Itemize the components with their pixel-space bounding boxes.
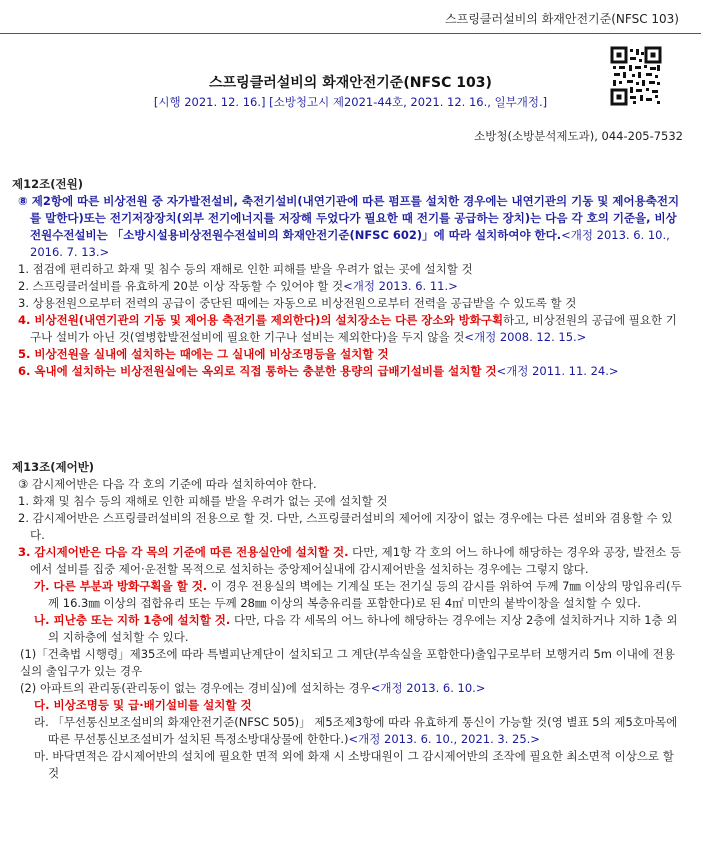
item-6-amendment: <개정 2011. 11. 24.> (496, 364, 619, 378)
subitem-ra-text: 라. 「무선통신보조설비의 화재안전기준(NFSC 505)」 제5조제3항에 따라 유효하게 통신이 가능할 것(영 별표 5의 제5호마목에 따른 무선통신보조설비가 설치된 특정소방대상물에 한한다.) (34, 715, 678, 746)
article-12-paragraph-8 (12, 193, 683, 261)
item-4-text: 하고, 비상전원의 공급에 필요한 기구나 설비가 아닌 것(열병합발전설비에 필요한 기구나 설비는 제외한다)을 두지 않을 것 (30, 313, 677, 344)
article-13 (12, 459, 683, 782)
subitem-ga-text: 이 경우 전용실의 벽에는 기계실 또는 전기실 등의 감시를 위하여 두께 7㎜ 이상의 망입유리(두께 16.3㎜ 이상의 접합유리 또는 두께 28㎜ 이상의 복층유리를 포함한다)로 된 4㎡ 미만의 붙박이창을 설치할 수 있다. (48, 579, 682, 610)
header-divider (0, 33, 701, 34)
subitem-ga-highlight: 가. 다른 부분과 방화구획을 할 것. (34, 579, 208, 593)
item-2-text: 2. 스프링클러설비를 유효하게 20분 이상 작동할 수 있어야 할 것 (18, 279, 344, 293)
item-4-amendment: <개정 2008. 12. 15.> (464, 330, 587, 344)
subitem-ga (12, 578, 683, 612)
agency-contact: 소방청(소방분석제도과), 044-205-7532 (474, 129, 683, 143)
item-2-amendment: <개정 2013. 6. 11.> (343, 279, 458, 293)
item-3-text: 다만, 제1항 각 호의 어느 하나에 해당하는 경우와 공장, 발전소 등에서 설비를 집중 제어·운전할 목적으로 설치하는 중앙제어실내에 감시제어반을 설치하는 경우에는 그렇지 않다. (30, 545, 682, 576)
article-12 (12, 176, 683, 380)
document-title: 스프링클러설비의 화재안전기준(NFSC 103) (209, 75, 492, 91)
subitem-na-2 (12, 680, 683, 697)
subitem-na-2-text: (2) 아파트의 관리동(관리동이 없는 경우에는 경비실)에 설치하는 경우 (20, 681, 371, 695)
article-12-item-1: 1. 점검에 편리하고 화재 및 침수 등의 재해로 인한 피해를 받을 우려가 없는 곳에 설치할 것 (18, 262, 473, 276)
running-header: 스프링클러설비의 화재안전기준(NFSC 103) (445, 12, 679, 26)
item-3-highlight: 3. 감시제어반은 다음 각 목의 기준에 따른 전용실안에 설치할 것. (18, 545, 349, 559)
subitem-na-2-amendment: <개정 2013. 6. 10.> (370, 681, 486, 695)
subitem-ma: 마. 바닥면적은 감시제어반의 설치에 필요한 면적 외에 화재 시 소방대원이 그 감시제어반의 조작에 필요한 최소면적 이상으로 할 것 (34, 749, 674, 780)
article-12-title: 제12조(전원) (12, 177, 83, 191)
subitem-ra-amendment: <개정 2013. 6. 10., 2021. 3. 25.> (348, 732, 540, 746)
article-13-title: 제13조(제어반) (12, 460, 95, 474)
subitem-na-highlight: 나. 피난층 또는 지하 1층에 설치할 것. (34, 613, 231, 627)
item-6-text: 6. 옥내에 설치하는 비상전원실에는 옥외로 직접 통하는 충분한 용량의 급배기설비를 설치할 것 (18, 364, 497, 378)
paragraph-8-text: ⑧ 제2항에 따른 비상전원 중 자가발전설비, 축전기설비(내연기관에 따른 펌프를 설치한 경우에는 내연기관의 기동 및 제어용축전지를 말한다)또는 전기저장장치(외부 전기에너지를 저장해 두었다가 필요한 때 전기를 공급하는 장치)는 다음 각 호의 기준을, 비상전원수전설비는 「소방시설용비상전원수전설비의 화재안전기준(NFSC 602)」에 따라 설치하여야 한다. (18, 194, 680, 242)
article-12-item-3: 3. 상용전원으로부터 전력의 공급이 중단된 때에는 자동으로 비상전원으로부터 전력을 공급받을 수 있도록 할 것 (18, 296, 577, 310)
article-12-item-4 (12, 312, 683, 346)
enactment-info: [시행 2021. 12. 16.] [소방청고시 제2021-44호, 2021. 12. 16., 일부개정.] (153, 95, 548, 109)
subitem-na (12, 612, 683, 646)
article-12-item-2 (12, 278, 683, 295)
article-12-item-6 (12, 363, 683, 380)
article-13-item-3 (12, 544, 683, 578)
article-13-item-1: 1. 화재 및 침수 등의 재해로 인한 피해를 받을 우려가 없는 곳에 설치할 것 (18, 494, 388, 508)
article-13-paragraph-3: ③ 감시제어반은 다음 각 호의 기준에 따라 설치하여야 한다. (18, 477, 317, 491)
subitem-ra (12, 714, 683, 748)
subitem-na-1: (1)「건축법 시행령」제35조에 따라 특별피난계단이 설치되고 그 계단(부속실을 포함한다)출입구로부터 보행거리 5m 이내에 전용실의 출입구가 있는 경우 (20, 647, 675, 678)
paragraph-8-amendment: <개정 2013. 6. 10., 2016. 7. 13.> (30, 228, 670, 259)
subitem-da: 다. 비상조명등 및 급·배기설비를 설치할 것 (34, 698, 252, 712)
item-4-highlight: 4. 비상전원(내연기관의 기동 및 제어용 축전기를 제외한다)의 설치장소는 다른 장소와 방화구획 (18, 313, 504, 327)
article-12-item-5: 5. 비상전원을 실내에 설치하는 때에는 그 실내에 비상조명등을 설치할 것 (18, 347, 389, 361)
article-13-item-2: 2. 감시제어반은 스프링클러설비의 전용으로 할 것. 다만, 스프링클러설비의 제어에 지장이 없는 경우에는 다른 설비와 겸용할 수 있다. (18, 511, 673, 542)
subitem-na-text: 다만, 다음 각 세목의 어느 하나에 해당하는 경우에는 지상 2층에 설치하거나 지하 1층 외의 지하층에 설치할 수 있다. (48, 613, 678, 644)
